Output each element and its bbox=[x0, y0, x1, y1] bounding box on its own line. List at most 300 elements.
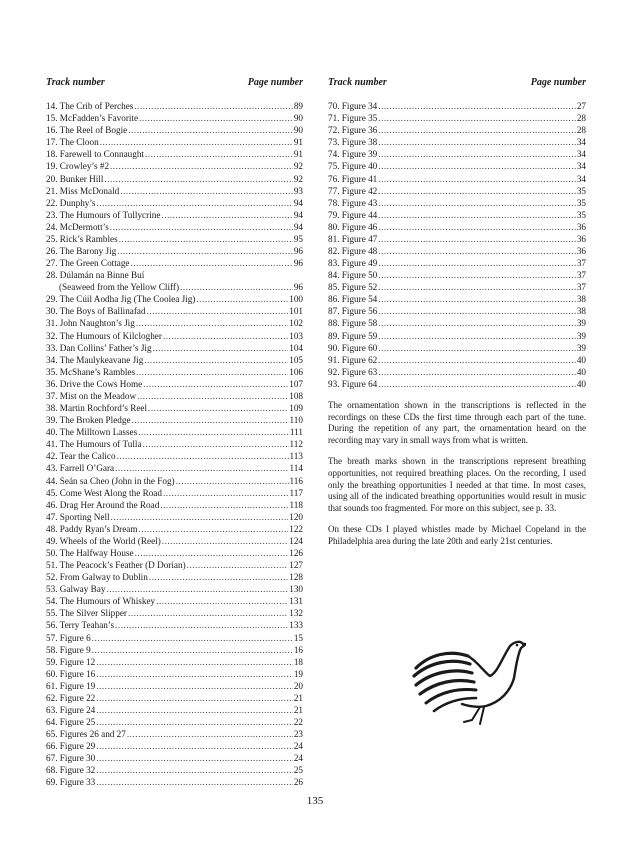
track-title: 27. The Green Cottage bbox=[46, 258, 130, 269]
track-title: 63. Figure 24 bbox=[46, 704, 96, 715]
page-ref: 25 bbox=[293, 765, 303, 776]
leader-dots bbox=[92, 632, 293, 644]
page-ref: 40 bbox=[576, 378, 586, 389]
track-number-heading: Track number bbox=[46, 77, 105, 88]
page-ref: 92 bbox=[293, 161, 303, 172]
leader-dots bbox=[96, 680, 293, 692]
page-ref: 104 bbox=[289, 342, 303, 353]
list-item bbox=[328, 269, 586, 281]
track-title: 81. Figure 47 bbox=[328, 233, 378, 244]
leader-dots bbox=[96, 740, 293, 752]
leader-dots bbox=[97, 197, 293, 209]
page-ref: 117 bbox=[289, 487, 303, 498]
page-ref: 131 bbox=[289, 596, 303, 607]
page-ref: 89 bbox=[293, 101, 303, 112]
leader-dots bbox=[143, 378, 288, 390]
list-item bbox=[46, 692, 303, 704]
page-ref: 116 bbox=[289, 475, 303, 486]
track-title: 57. Figure 6 bbox=[46, 632, 91, 643]
list-item bbox=[46, 559, 303, 571]
list-item bbox=[328, 185, 586, 197]
list-item bbox=[46, 317, 303, 329]
track-title: 48. Paddy Ryan’s Dream bbox=[46, 523, 138, 534]
list-item bbox=[46, 487, 303, 499]
list-item bbox=[46, 523, 303, 535]
page-ref: 28 bbox=[576, 125, 586, 136]
page-ref: 22 bbox=[293, 717, 303, 728]
leader-dots bbox=[162, 535, 288, 547]
track-title: 92. Figure 63 bbox=[328, 366, 378, 377]
track-title: 50. The Halfway House bbox=[46, 547, 134, 558]
page-ref: 36 bbox=[576, 233, 586, 244]
track-title: 77. Figure 42 bbox=[328, 185, 378, 196]
page-ref: 18 bbox=[293, 656, 303, 667]
track-title: 46. Drag Her Around the Road bbox=[46, 499, 160, 510]
list-item bbox=[328, 221, 586, 233]
track-title: 68. Figure 32 bbox=[46, 765, 96, 776]
track-title: 62. Figure 22 bbox=[46, 692, 96, 703]
page-ref: 34 bbox=[576, 137, 586, 148]
track-title: 58. Figure 9 bbox=[46, 644, 91, 655]
track-number-heading: Track number bbox=[328, 77, 387, 88]
track-title: 24. McDermott’s bbox=[46, 221, 109, 232]
track-title: 15. McFadden’s Favorite bbox=[46, 113, 139, 124]
track-title: 80. Figure 46 bbox=[328, 221, 378, 232]
list-item bbox=[46, 209, 303, 221]
leader-dots bbox=[161, 209, 292, 221]
list-item bbox=[46, 462, 303, 474]
page-ref: 15 bbox=[293, 632, 303, 643]
list-item bbox=[46, 450, 303, 462]
page-ref: 90 bbox=[293, 113, 303, 124]
page-ref: 28 bbox=[576, 113, 586, 124]
list-item bbox=[46, 631, 303, 643]
list-item bbox=[46, 474, 303, 486]
leader-dots bbox=[378, 305, 576, 317]
list-item bbox=[46, 245, 303, 257]
list-item bbox=[46, 426, 303, 438]
page-ref: 93 bbox=[293, 185, 303, 196]
track-title: 51. The Peacock’s Feather (D Dorian) bbox=[46, 560, 186, 571]
track-title: 76. Figure 41 bbox=[328, 173, 378, 184]
list-item bbox=[46, 185, 303, 197]
leader-dots bbox=[378, 245, 576, 257]
track-title: 34. The Maulykeavane Jig bbox=[46, 354, 144, 365]
leader-dots bbox=[145, 148, 293, 160]
leader-dots bbox=[134, 100, 292, 112]
whistles-note: On these CDs I played whistles made by Michael Copeland in the Philadelphia area during the late 20th and early 21st centuries. bbox=[328, 524, 586, 546]
track-title: 31. John Naughton’s Jig bbox=[46, 318, 135, 329]
page-ref: 35 bbox=[576, 185, 586, 196]
list-item bbox=[328, 329, 586, 341]
track-title: 16. The Reel of Bogie bbox=[46, 125, 128, 136]
leader-dots bbox=[111, 511, 289, 523]
page-ref: 110 bbox=[289, 415, 303, 426]
track-title: 49. Wheels of the World (Reel) bbox=[46, 535, 161, 546]
page-ref: 132 bbox=[289, 608, 303, 619]
page-ref: 94 bbox=[293, 221, 303, 232]
page-ref: 130 bbox=[289, 584, 303, 595]
leader-dots bbox=[378, 173, 576, 185]
list-item bbox=[328, 305, 586, 317]
page-ref: 21 bbox=[293, 704, 303, 715]
track-title: 83. Figure 49 bbox=[328, 258, 378, 269]
track-title: 40. The Milltown Lasses bbox=[46, 427, 138, 438]
page-number-heading: Page number bbox=[530, 77, 586, 88]
leader-dots bbox=[378, 354, 576, 366]
list-item bbox=[328, 160, 586, 172]
page-ref: 122 bbox=[289, 523, 303, 534]
leader-dots bbox=[96, 764, 293, 776]
list-item bbox=[46, 668, 303, 680]
page-ref: 94 bbox=[293, 197, 303, 208]
track-title: 85. Figure 52 bbox=[328, 282, 378, 293]
track-title: 22. Dunphy’s bbox=[46, 197, 96, 208]
list-header bbox=[328, 76, 586, 89]
leader-dots bbox=[128, 607, 288, 619]
page-ref: 24 bbox=[293, 741, 303, 752]
page-ref: 39 bbox=[576, 330, 586, 341]
list-item bbox=[46, 221, 303, 233]
leader-dots bbox=[148, 402, 288, 414]
track-title: 23. The Humours of Tullycrine bbox=[46, 209, 161, 220]
track-list-right bbox=[328, 76, 586, 390]
list-item bbox=[328, 281, 586, 293]
page-ref: 36 bbox=[576, 246, 586, 257]
track-title: 93. Figure 64 bbox=[328, 378, 378, 389]
leader-dots bbox=[143, 438, 289, 450]
page-ref: 36 bbox=[576, 221, 586, 232]
leader-dots bbox=[378, 197, 576, 209]
page-ref: 20 bbox=[293, 680, 303, 691]
list-item bbox=[46, 354, 303, 366]
page-ref: 37 bbox=[576, 282, 586, 293]
leader-dots bbox=[136, 317, 288, 329]
leader-dots bbox=[106, 583, 288, 595]
list-item bbox=[46, 136, 303, 148]
leader-dots bbox=[378, 136, 576, 148]
track-title: 17. The Cloon bbox=[46, 137, 99, 148]
track-title: 75. Figure 40 bbox=[328, 161, 378, 172]
page-ref: 96 bbox=[293, 282, 303, 293]
page-ref: 38 bbox=[576, 306, 586, 317]
list-item bbox=[328, 257, 586, 269]
page-ref: 118 bbox=[289, 499, 303, 510]
page-ref: 35 bbox=[576, 209, 586, 220]
track-title: 69. Figure 33 bbox=[46, 777, 96, 788]
list-item bbox=[46, 764, 303, 776]
leader-dots bbox=[115, 619, 288, 631]
track-title: 20. Bunker Hill bbox=[46, 173, 104, 184]
leader-dots bbox=[378, 124, 576, 136]
page-ref: 100 bbox=[289, 294, 303, 305]
list-item bbox=[328, 100, 586, 112]
leader-dots bbox=[139, 523, 289, 535]
list-item bbox=[46, 595, 303, 607]
page-ref: 35 bbox=[576, 197, 586, 208]
list-item bbox=[46, 644, 303, 656]
breath-marks-note: The breath marks shown in the transcriptions represent breathing opportunities, not required breathing places. On the recording, I used only the breathing opportunities I needed at that time. In most cases, using all of the indicated breathing opportunities would result in music that sounds too fragmented. For more on this subject, see p. 33. bbox=[328, 456, 586, 513]
list-item bbox=[46, 378, 303, 390]
page-ref: 102 bbox=[289, 318, 303, 329]
leader-dots bbox=[135, 547, 289, 559]
leader-dots bbox=[149, 571, 288, 583]
page-ref: 94 bbox=[293, 209, 303, 220]
list-item bbox=[46, 148, 303, 160]
page-ref: 107 bbox=[289, 378, 303, 389]
leader-dots bbox=[96, 776, 293, 788]
list-item bbox=[46, 269, 303, 281]
track-title: 67. Figure 30 bbox=[46, 753, 96, 764]
page-ref: 26 bbox=[293, 777, 303, 788]
track-title: 30. The Boys of Ballinafad bbox=[46, 306, 146, 317]
track-title: 53. Galway Bay bbox=[46, 584, 106, 595]
page-ref: 101 bbox=[289, 306, 303, 317]
track-title: 84. Figure 50 bbox=[328, 270, 378, 281]
track-title: 21. Miss McDonald bbox=[46, 185, 120, 196]
list-item bbox=[46, 100, 303, 112]
list-item bbox=[46, 281, 303, 293]
track-title: 90. Figure 60 bbox=[328, 342, 378, 353]
list-item bbox=[46, 366, 303, 378]
page-ref: 16 bbox=[293, 644, 303, 655]
leader-dots bbox=[160, 499, 288, 511]
track-title: 39. The Broken Pledge bbox=[46, 415, 131, 426]
leader-dots bbox=[153, 342, 289, 354]
list-item bbox=[328, 124, 586, 136]
page-ref: 91 bbox=[293, 137, 303, 148]
page-ref: 127 bbox=[289, 560, 303, 571]
page-ref: 37 bbox=[576, 258, 586, 269]
leader-dots bbox=[132, 414, 289, 426]
leader-dots bbox=[136, 366, 288, 378]
leader-dots bbox=[147, 305, 289, 317]
page-ref: 111 bbox=[289, 427, 303, 438]
list-item bbox=[46, 511, 303, 523]
track-title: 65. Figures 26 and 27 bbox=[46, 729, 126, 740]
leader-dots bbox=[127, 728, 293, 740]
list-item bbox=[328, 197, 586, 209]
track-title: 89. Figure 59 bbox=[328, 330, 378, 341]
page-ref: 39 bbox=[576, 318, 586, 329]
track-title: 56. Terry Teahan’s bbox=[46, 620, 115, 631]
track-title: 25. Rick’s Rambles bbox=[46, 233, 118, 244]
leader-dots bbox=[96, 704, 293, 716]
track-title: 73. Figure 38 bbox=[328, 137, 378, 148]
list-item bbox=[46, 583, 303, 595]
leader-dots bbox=[378, 100, 576, 112]
list-item bbox=[46, 438, 303, 450]
leader-dots bbox=[92, 644, 293, 656]
leader-dots bbox=[378, 148, 576, 160]
list-item bbox=[46, 342, 303, 354]
leader-dots bbox=[378, 160, 576, 172]
list-item bbox=[46, 293, 303, 305]
track-title: 88. Figure 58 bbox=[328, 318, 378, 329]
leader-dots bbox=[96, 668, 293, 680]
page-ref: 23 bbox=[293, 729, 303, 740]
leader-dots bbox=[163, 487, 289, 499]
list-item bbox=[328, 209, 586, 221]
leader-dots bbox=[378, 330, 576, 342]
list-item bbox=[46, 680, 303, 692]
list-item bbox=[46, 233, 303, 245]
leader-dots bbox=[378, 209, 576, 221]
track-title: 44. Seán sa Cheo (John in the Fog) bbox=[46, 475, 175, 486]
leader-dots bbox=[128, 124, 293, 136]
track-title: 71. Figure 35 bbox=[328, 113, 378, 124]
list-item bbox=[328, 342, 586, 354]
leader-dots bbox=[100, 136, 293, 148]
track-title: 35. McShane’s Rambles bbox=[46, 366, 136, 377]
list-item bbox=[46, 571, 303, 583]
track-title: 42. Tear the Calico bbox=[46, 451, 116, 462]
track-title: 18. Farewell to Connaught bbox=[46, 149, 144, 160]
list-item bbox=[46, 197, 303, 209]
page-ref: 40 bbox=[576, 354, 586, 365]
track-title: 41. The Humours of Tulla bbox=[46, 439, 142, 450]
leader-dots bbox=[117, 245, 293, 257]
list-item bbox=[328, 354, 586, 366]
track-title: 28. Dúlamán na Binne Buí bbox=[46, 270, 145, 281]
leader-dots bbox=[96, 716, 293, 728]
page-ref: 40 bbox=[576, 366, 586, 377]
page-ref: 114 bbox=[289, 463, 303, 474]
track-title: 82. Figure 48 bbox=[328, 246, 378, 257]
leader-dots bbox=[378, 366, 576, 378]
page-ref: 96 bbox=[293, 258, 303, 269]
entries-right bbox=[328, 100, 586, 390]
page-ref: 19 bbox=[293, 668, 303, 679]
notes-section bbox=[328, 400, 586, 558]
leader-dots bbox=[156, 595, 288, 607]
list-item bbox=[328, 317, 586, 329]
list-header bbox=[46, 76, 303, 89]
leader-dots bbox=[176, 475, 289, 487]
track-title: 64. Figure 25 bbox=[46, 717, 96, 728]
list-item bbox=[328, 172, 586, 184]
leader-dots bbox=[378, 185, 576, 197]
leader-dots bbox=[378, 112, 576, 124]
leader-dots bbox=[96, 656, 293, 668]
list-item bbox=[46, 499, 303, 511]
list-item bbox=[46, 124, 303, 136]
track-title: 70. Figure 34 bbox=[328, 101, 378, 112]
track-title: 43. Farrell O’Gara bbox=[46, 463, 115, 474]
track-title: 55. The Silver Slipper bbox=[46, 608, 127, 619]
leader-dots bbox=[378, 281, 576, 293]
page-ref: 39 bbox=[576, 342, 586, 353]
track-title: 37. Mist on the Meadow bbox=[46, 390, 137, 401]
page-ref: 133 bbox=[289, 620, 303, 631]
track-title: 54. The Humours of Whiskey bbox=[46, 596, 156, 607]
page-ref: 105 bbox=[289, 354, 303, 365]
page-ref: 120 bbox=[289, 511, 303, 522]
page-ref: 37 bbox=[576, 270, 586, 281]
leader-dots bbox=[119, 233, 293, 245]
track-title: 36. Drive the Cows Home bbox=[46, 378, 143, 389]
leader-dots bbox=[378, 378, 576, 390]
page-ref: 38 bbox=[576, 294, 586, 305]
leader-dots bbox=[139, 112, 293, 124]
track-title: 52. From Galway to Dublin bbox=[46, 572, 148, 583]
leader-dots bbox=[120, 185, 293, 197]
page-ref: 108 bbox=[289, 390, 303, 401]
list-item bbox=[46, 740, 303, 752]
page-ref: 34 bbox=[576, 161, 586, 172]
leader-dots bbox=[144, 354, 288, 366]
list-item bbox=[46, 752, 303, 764]
list-item bbox=[328, 293, 586, 305]
leader-dots bbox=[378, 317, 576, 329]
list-item bbox=[328, 233, 586, 245]
leader-dots bbox=[96, 752, 293, 764]
list-item bbox=[46, 329, 303, 341]
entries-left bbox=[46, 100, 303, 788]
page-ref: 112 bbox=[289, 439, 303, 450]
page-number-heading: Page number bbox=[247, 77, 303, 88]
track-title: 86. Figure 54 bbox=[328, 294, 378, 305]
track-title: 38. Martin Rochford’s Reel bbox=[46, 403, 148, 414]
track-title: 29. The Cúil Aodha Jig (The Coolea Jig) bbox=[46, 294, 196, 305]
list-item bbox=[46, 716, 303, 728]
page-ref: 109 bbox=[289, 403, 303, 414]
page-ref: 95 bbox=[293, 233, 303, 244]
list-item bbox=[46, 776, 303, 788]
track-title: 74. Figure 39 bbox=[328, 149, 378, 160]
page-ref: 34 bbox=[576, 173, 586, 184]
track-title: 59. Figure 12 bbox=[46, 656, 96, 667]
list-item bbox=[46, 390, 303, 402]
list-item bbox=[46, 704, 303, 716]
list-item bbox=[46, 619, 303, 631]
leader-dots bbox=[138, 426, 289, 438]
leader-dots bbox=[378, 233, 576, 245]
track-title: 60. Figure 16 bbox=[46, 668, 96, 679]
list-item bbox=[46, 535, 303, 547]
list-item bbox=[46, 656, 303, 668]
track-title: 33. Dan Collins’ Father’s Jig bbox=[46, 342, 152, 353]
page-number: 135 bbox=[306, 795, 324, 807]
page-ref: 128 bbox=[289, 572, 303, 583]
list-item bbox=[46, 402, 303, 414]
track-title: 26. The Barony Jig bbox=[46, 246, 117, 257]
track-title: 14. The Crib of Perches bbox=[46, 101, 134, 112]
page-ref: 34 bbox=[576, 149, 586, 160]
leader-dots bbox=[378, 342, 576, 354]
list-item bbox=[328, 245, 586, 257]
bird-icon bbox=[410, 632, 526, 728]
page-ref: 24 bbox=[293, 753, 303, 764]
leader-dots bbox=[104, 173, 292, 185]
track-title: 19. Crowley’s #2 bbox=[46, 161, 110, 172]
leader-dots bbox=[115, 462, 288, 474]
page-ref: 126 bbox=[289, 547, 303, 558]
page-ref: 92 bbox=[293, 173, 303, 184]
track-title: 45. Come West Along the Road bbox=[46, 487, 162, 498]
leader-dots bbox=[117, 450, 289, 462]
leader-dots bbox=[137, 390, 288, 402]
list-item bbox=[46, 607, 303, 619]
track-title: 66. Figure 29 bbox=[46, 741, 96, 752]
list-item bbox=[46, 305, 303, 317]
track-title: 72. Figure 36 bbox=[328, 125, 378, 136]
track-title: 61. Figure 19 bbox=[46, 680, 96, 691]
leader-dots bbox=[196, 293, 288, 305]
list-item bbox=[328, 136, 586, 148]
track-title: 47. Sporting Nell bbox=[46, 511, 110, 522]
leader-dots bbox=[378, 293, 576, 305]
